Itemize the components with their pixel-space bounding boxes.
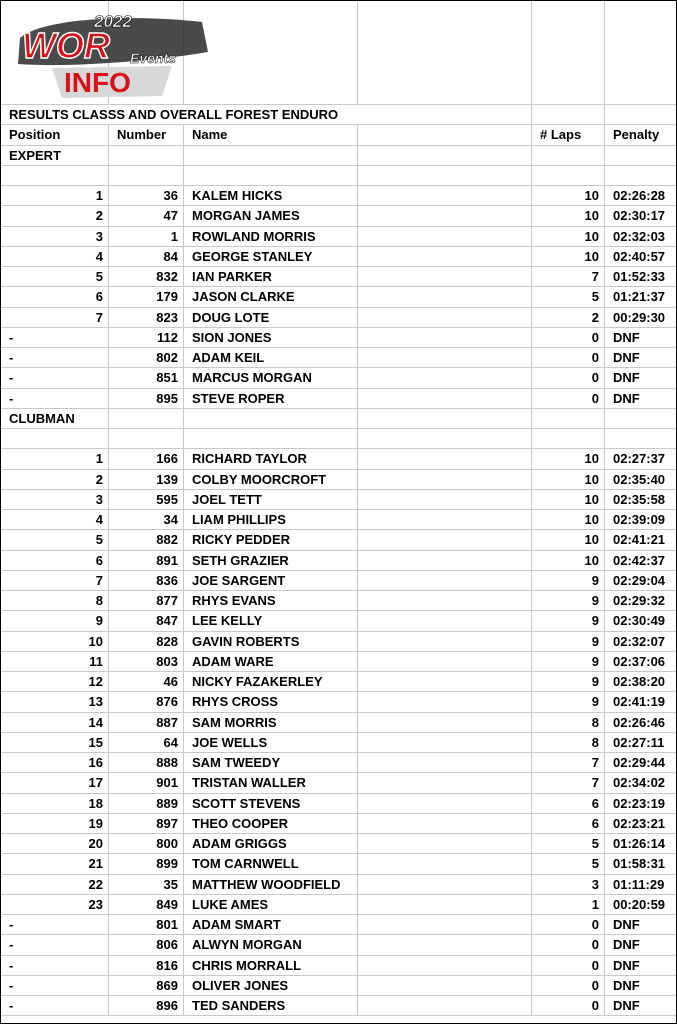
penalty-cell: 01:21:37 [605, 287, 677, 307]
position-cell: - [1, 388, 109, 408]
position-cell: 6 [1, 287, 109, 307]
result-row [1, 469, 677, 489]
rider-name-cell: STEVE ROPER [184, 388, 358, 408]
laps-cell: 10 [532, 246, 605, 266]
penalty-cell: DNF [605, 327, 677, 347]
penalty-cell: 02:29:04 [605, 570, 677, 590]
rider-name-cell: OLIVER JONES [184, 975, 358, 995]
penalty-cell: 01:11:29 [605, 874, 677, 894]
laps-cell: 0 [532, 388, 605, 408]
empty-cell [358, 591, 532, 611]
rider-name-cell: RHYS CROSS [184, 692, 358, 712]
rider-number-cell: 869 [109, 975, 184, 995]
rider-name-cell: THEO COOPER [184, 813, 358, 833]
position-cell: 9 [1, 611, 109, 631]
empty-cell [358, 813, 532, 833]
header-name: Name [184, 125, 358, 145]
rider-number-cell: 46 [109, 672, 184, 692]
rider-number-cell: 836 [109, 570, 184, 590]
laps-cell: 7 [532, 753, 605, 773]
empty-cell [358, 712, 532, 732]
penalty-cell: 02:30:17 [605, 206, 677, 226]
empty-cell [358, 469, 532, 489]
laps-cell: 9 [532, 672, 605, 692]
result-row [1, 773, 677, 793]
penalty-cell: 02:30:49 [605, 611, 677, 631]
rider-number-cell: 595 [109, 489, 184, 509]
svg-text:INFO: INFO [64, 67, 131, 98]
empty-cell [358, 631, 532, 651]
position-cell: 4 [1, 246, 109, 266]
result-row [1, 651, 677, 671]
rider-number-cell: 800 [109, 834, 184, 854]
rider-name-cell: ADAM GRIGGS [184, 834, 358, 854]
rider-name-cell: RICHARD TAYLOR [184, 449, 358, 469]
penalty-cell: 02:32:03 [605, 226, 677, 246]
penalty-cell: 01:52:33 [605, 267, 677, 287]
rider-number-cell: 895 [109, 388, 184, 408]
rider-name-cell: ADAM KEIL [184, 348, 358, 368]
laps-cell: 0 [532, 935, 605, 955]
position-cell: 5 [1, 530, 109, 550]
laps-cell: 5 [532, 834, 605, 854]
class-row-expert [1, 145, 677, 165]
laps-cell: 0 [532, 955, 605, 975]
laps-cell: 5 [532, 287, 605, 307]
rider-number-cell: 828 [109, 631, 184, 651]
rider-number-cell: 849 [109, 894, 184, 914]
penalty-cell: 00:29:30 [605, 307, 677, 327]
position-cell: 21 [1, 854, 109, 874]
position-cell: 16 [1, 753, 109, 773]
laps-cell: 0 [532, 327, 605, 347]
empty-cell [358, 368, 532, 388]
laps-cell: 10 [532, 489, 605, 509]
result-row [1, 267, 677, 287]
empty-cell [358, 530, 532, 550]
rider-number-cell: 847 [109, 611, 184, 631]
penalty-cell: 02:27:37 [605, 449, 677, 469]
rider-number-cell: 1 [109, 226, 184, 246]
rider-name-cell: ALWYN MORGAN [184, 935, 358, 955]
penalty-cell: 02:39:09 [605, 510, 677, 530]
rider-name-cell: DOUG LOTE [184, 307, 358, 327]
empty-cell [358, 996, 532, 1016]
laps-cell: 9 [532, 570, 605, 590]
rider-number-cell: 47 [109, 206, 184, 226]
class-label: EXPERT [1, 145, 109, 165]
laps-cell: 5 [532, 854, 605, 874]
position-cell: 23 [1, 894, 109, 914]
rider-name-cell: SAM MORRIS [184, 712, 358, 732]
result-row [1, 935, 677, 955]
laps-cell: 0 [532, 368, 605, 388]
position-cell: 2 [1, 469, 109, 489]
penalty-cell: 02:29:44 [605, 753, 677, 773]
position-cell: 4 [1, 510, 109, 530]
laps-cell: 0 [532, 975, 605, 995]
result-row [1, 287, 677, 307]
penalty-cell: 00:20:59 [605, 894, 677, 914]
rider-name-cell: SAM TWEEDY [184, 753, 358, 773]
empty-cell [358, 935, 532, 955]
rider-name-cell: SETH GRAZIER [184, 550, 358, 570]
laps-cell: 0 [532, 915, 605, 935]
empty-cell [358, 307, 532, 327]
result-row [1, 348, 677, 368]
position-cell: 6 [1, 550, 109, 570]
result-row [1, 449, 677, 469]
laps-cell: 8 [532, 732, 605, 752]
laps-cell: 6 [532, 793, 605, 813]
rider-name-cell: COLBY MOORCROFT [184, 469, 358, 489]
penalty-cell: DNF [605, 915, 677, 935]
rider-number-cell: 887 [109, 712, 184, 732]
rider-name-cell: SCOTT STEVENS [184, 793, 358, 813]
result-row [1, 854, 677, 874]
empty-cell [358, 915, 532, 935]
result-row [1, 388, 677, 408]
laps-cell: 6 [532, 813, 605, 833]
rider-number-cell: 899 [109, 854, 184, 874]
rider-number-cell: 876 [109, 692, 184, 712]
result-row [1, 186, 677, 206]
header-laps: # Laps [532, 125, 605, 145]
result-row [1, 530, 677, 550]
laps-cell: 10 [532, 206, 605, 226]
result-row [1, 732, 677, 752]
laps-cell: 9 [532, 631, 605, 651]
position-cell: 11 [1, 651, 109, 671]
rider-name-cell: SION JONES [184, 327, 358, 347]
empty-cell [358, 267, 532, 287]
laps-cell: 10 [532, 449, 605, 469]
rider-number-cell: 816 [109, 955, 184, 975]
rider-name-cell: ADAM SMART [184, 915, 358, 935]
penalty-cell: 02:27:11 [605, 732, 677, 752]
result-row [1, 307, 677, 327]
empty-cell [358, 206, 532, 226]
position-cell: 14 [1, 712, 109, 732]
result-row [1, 550, 677, 570]
rider-name-cell: MORGAN JAMES [184, 206, 358, 226]
rider-number-cell: 139 [109, 469, 184, 489]
rider-number-cell: 896 [109, 996, 184, 1016]
result-row [1, 510, 677, 530]
position-cell: 8 [1, 591, 109, 611]
rider-number-cell: 803 [109, 651, 184, 671]
empty-cell [358, 388, 532, 408]
result-row [1, 955, 677, 975]
laps-cell: 8 [532, 712, 605, 732]
penalty-cell: 02:38:20 [605, 672, 677, 692]
penalty-cell: DNF [605, 975, 677, 995]
laps-cell: 0 [532, 996, 605, 1016]
laps-cell: 10 [532, 186, 605, 206]
rider-name-cell: LIAM PHILLIPS [184, 510, 358, 530]
position-cell: 18 [1, 793, 109, 813]
rider-name-cell: MARCUS MORGAN [184, 368, 358, 388]
rider-number-cell: 36 [109, 186, 184, 206]
rider-number-cell: 901 [109, 773, 184, 793]
empty-cell [358, 246, 532, 266]
svg-text:2022: 2022 [94, 12, 132, 31]
rider-number-cell: 179 [109, 287, 184, 307]
result-row [1, 570, 677, 590]
laps-cell: 9 [532, 611, 605, 631]
laps-cell: 9 [532, 651, 605, 671]
rider-number-cell: 84 [109, 246, 184, 266]
result-row [1, 591, 677, 611]
position-cell: 1 [1, 449, 109, 469]
penalty-cell: 02:37:06 [605, 651, 677, 671]
empty-cell [358, 327, 532, 347]
rider-name-cell: IAN PARKER [184, 267, 358, 287]
rider-number-cell: 806 [109, 935, 184, 955]
rider-name-cell: TOM CARNWELL [184, 854, 358, 874]
rider-name-cell: JOE SARGENT [184, 570, 358, 590]
result-row [1, 672, 677, 692]
result-row [1, 692, 677, 712]
rider-number-cell: 877 [109, 591, 184, 611]
empty-cell [358, 975, 532, 995]
laps-cell: 3 [532, 874, 605, 894]
penalty-cell: 02:42:37 [605, 550, 677, 570]
position-cell: - [1, 348, 109, 368]
penalty-cell: 02:32:07 [605, 631, 677, 651]
penalty-cell: DNF [605, 388, 677, 408]
result-row [1, 368, 677, 388]
result-row [1, 813, 677, 833]
result-row [1, 489, 677, 509]
empty-cell [358, 489, 532, 509]
empty-cell [358, 753, 532, 773]
position-cell: 22 [1, 874, 109, 894]
empty-cell [358, 672, 532, 692]
result-row [1, 611, 677, 631]
result-row [1, 996, 677, 1016]
rider-number-cell: 832 [109, 267, 184, 287]
empty-cell [358, 510, 532, 530]
result-row [1, 631, 677, 651]
class-row-clubman [1, 408, 677, 428]
header-penalty: Penalty [605, 125, 677, 145]
position-cell: 13 [1, 692, 109, 712]
rider-number-cell: 801 [109, 915, 184, 935]
rider-name-cell: MATTHEW WOODFIELD [184, 874, 358, 894]
penalty-cell: 02:35:40 [605, 469, 677, 489]
rider-name-cell: NICKY FAZAKERLEY [184, 672, 358, 692]
rider-number-cell: 891 [109, 550, 184, 570]
position-cell: - [1, 955, 109, 975]
result-row [1, 753, 677, 773]
rider-name-cell: ROWLAND MORRIS [184, 226, 358, 246]
penalty-cell: DNF [605, 935, 677, 955]
laps-cell: 7 [532, 773, 605, 793]
empty-cell [358, 692, 532, 712]
laps-cell: 2 [532, 307, 605, 327]
rider-number-cell: 112 [109, 327, 184, 347]
results-table [0, 104, 677, 1016]
class-label: CLUBMAN [1, 408, 109, 428]
empty-cell [358, 186, 532, 206]
position-cell: 2 [1, 206, 109, 226]
result-row [1, 915, 677, 935]
penalty-cell: 02:23:21 [605, 813, 677, 833]
rider-name-cell: RICKY PEDDER [184, 530, 358, 550]
penalty-cell: 02:34:02 [605, 773, 677, 793]
rider-name-cell: KALEM HICKS [184, 186, 358, 206]
result-row [1, 975, 677, 995]
result-row [1, 226, 677, 246]
laps-cell: 0 [532, 348, 605, 368]
rider-number-cell: 166 [109, 449, 184, 469]
empty-cell [358, 955, 532, 975]
penalty-cell: 02:41:19 [605, 692, 677, 712]
penalty-cell: 02:41:21 [605, 530, 677, 550]
penalty-cell: 01:58:31 [605, 854, 677, 874]
rider-name-cell: CHRIS MORRALL [184, 955, 358, 975]
laps-cell: 10 [532, 226, 605, 246]
penalty-cell: DNF [605, 348, 677, 368]
wor-events-logo [12, 8, 217, 100]
result-row [1, 834, 677, 854]
rider-number-cell: 897 [109, 813, 184, 833]
laps-cell: 1 [532, 894, 605, 914]
empty-cell [358, 611, 532, 631]
penalty-cell: 02:23:19 [605, 793, 677, 813]
header-row [1, 125, 677, 145]
rider-name-cell: GAVIN ROBERTS [184, 631, 358, 651]
empty-cell [358, 287, 532, 307]
empty-cell [358, 348, 532, 368]
logo-header [0, 0, 677, 104]
result-row [1, 327, 677, 347]
position-cell: 12 [1, 672, 109, 692]
result-row [1, 793, 677, 813]
penalty-cell: 02:29:32 [605, 591, 677, 611]
rider-number-cell: 64 [109, 732, 184, 752]
result-row [1, 246, 677, 266]
laps-cell: 9 [532, 692, 605, 712]
position-cell: 7 [1, 307, 109, 327]
position-cell: 7 [1, 570, 109, 590]
position-cell: 1 [1, 186, 109, 206]
empty-cell [358, 550, 532, 570]
header-number: Number [109, 125, 184, 145]
empty-cell [358, 226, 532, 246]
empty-cell [358, 449, 532, 469]
rider-name-cell: LEE KELLY [184, 611, 358, 631]
rider-number-cell: 823 [109, 307, 184, 327]
empty-cell [358, 854, 532, 874]
empty-cell [358, 834, 532, 854]
empty-cell [358, 732, 532, 752]
spacer-row [1, 165, 677, 185]
rider-number-cell: 34 [109, 510, 184, 530]
rider-name-cell: JOEL TETT [184, 489, 358, 509]
empty-cell [358, 570, 532, 590]
rider-number-cell: 35 [109, 874, 184, 894]
position-cell: 3 [1, 226, 109, 246]
rider-name-cell: GEORGE STANLEY [184, 246, 358, 266]
rider-name-cell: TRISTAN WALLER [184, 773, 358, 793]
svg-text:WOR: WOR [22, 25, 110, 66]
penalty-cell: 02:40:57 [605, 246, 677, 266]
position-cell: - [1, 935, 109, 955]
laps-cell: 10 [532, 469, 605, 489]
position-cell: 10 [1, 631, 109, 651]
position-cell: 5 [1, 267, 109, 287]
penalty-cell: 02:35:58 [605, 489, 677, 509]
penalty-cell: DNF [605, 368, 677, 388]
penalty-cell: 02:26:46 [605, 712, 677, 732]
rider-name-cell: JOE WELLS [184, 732, 358, 752]
spacer-row [1, 429, 677, 449]
sheet-title: RESULTS CLASSS AND OVERALL FOREST ENDURO [1, 105, 532, 125]
penalty-cell: DNF [605, 955, 677, 975]
result-row [1, 206, 677, 226]
rider-name-cell: JASON CLARKE [184, 287, 358, 307]
svg-text:Events: Events [130, 50, 176, 66]
rider-name-cell: ADAM WARE [184, 651, 358, 671]
position-cell: - [1, 975, 109, 995]
laps-cell: 10 [532, 510, 605, 530]
position-cell: - [1, 327, 109, 347]
rider-number-cell: 851 [109, 368, 184, 388]
result-row [1, 894, 677, 914]
penalty-cell: 01:26:14 [605, 834, 677, 854]
laps-cell: 10 [532, 550, 605, 570]
empty-cell [358, 793, 532, 813]
rider-number-cell: 802 [109, 348, 184, 368]
penalty-cell: DNF [605, 996, 677, 1016]
laps-cell: 10 [532, 530, 605, 550]
empty-cell [358, 773, 532, 793]
laps-cell: 9 [532, 591, 605, 611]
result-row [1, 874, 677, 894]
penalty-cell: 02:26:28 [605, 186, 677, 206]
rider-number-cell: 889 [109, 793, 184, 813]
rider-name-cell: RHYS EVANS [184, 591, 358, 611]
rider-name-cell: TED SANDERS [184, 996, 358, 1016]
empty-cell [358, 651, 532, 671]
empty-cell [358, 894, 532, 914]
position-cell: - [1, 915, 109, 935]
rider-name-cell: LUKE AMES [184, 894, 358, 914]
laps-cell: 7 [532, 267, 605, 287]
position-cell: 20 [1, 834, 109, 854]
position-cell: 3 [1, 489, 109, 509]
rider-number-cell: 888 [109, 753, 184, 773]
header-position: Position [1, 125, 109, 145]
position-cell: - [1, 996, 109, 1016]
position-cell: - [1, 368, 109, 388]
empty-cell [358, 874, 532, 894]
position-cell: 19 [1, 813, 109, 833]
position-cell: 17 [1, 773, 109, 793]
result-row [1, 712, 677, 732]
position-cell: 15 [1, 732, 109, 752]
title-row [1, 105, 677, 125]
rider-number-cell: 882 [109, 530, 184, 550]
